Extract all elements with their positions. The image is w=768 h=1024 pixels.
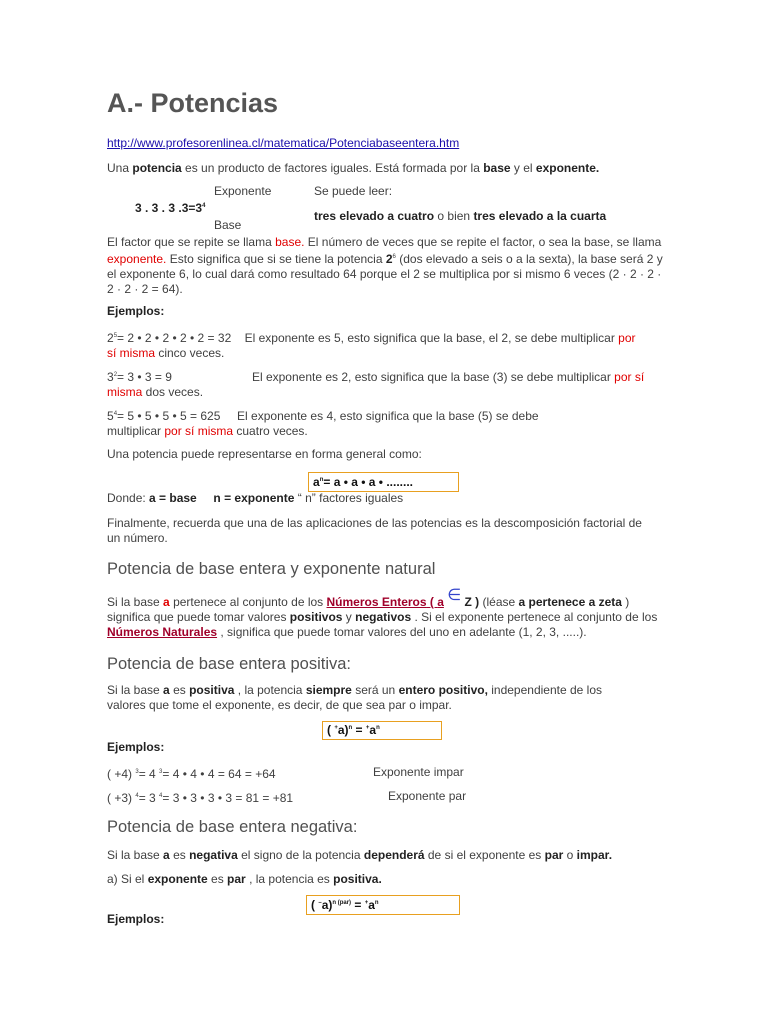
pos-example-1	[107, 765, 276, 782]
formula-part: a)	[337, 723, 349, 737]
positiva-bold: entero positivo,	[398, 683, 488, 697]
reading-bold: tres elevado a la cuarta	[473, 209, 607, 223]
pos-example-2	[107, 789, 293, 806]
natural-paren: (	[426, 595, 438, 609]
donde-line	[107, 491, 403, 506]
negativa-text: Si la base	[107, 848, 164, 862]
natural-a: a	[437, 595, 444, 609]
natural-text: , significa que puede tomar valores del uno en adelante (1, 2, 3, .....).	[217, 625, 587, 639]
formula-part: a	[368, 898, 375, 912]
positiva-text: independiente de los valores que tome el exponente, es decir, de que sea par o impar.	[107, 683, 602, 712]
element-of-icon: ∈	[447, 587, 462, 604]
formula-a: a	[313, 475, 320, 489]
ejemplos-text: Ejemplos:	[107, 304, 165, 318]
formula-sign: +	[334, 725, 338, 731]
natural-paragraph	[107, 587, 663, 640]
donde-text: Donde:	[107, 491, 150, 505]
donde-text: “ n” factores iguales	[294, 491, 404, 505]
negativa-text: el signo de la potencia	[237, 848, 364, 862]
example-text: cuatro veces.	[233, 424, 308, 438]
factor-sup: 6	[392, 254, 396, 260]
reading-text: o bien	[434, 209, 474, 223]
example-expr: = 2 • 2 • 2 • 2 • 2 = 32	[117, 331, 232, 345]
expression-exponent: 4	[202, 203, 206, 209]
exponente-label: Exponente	[214, 184, 272, 198]
formula-negativa-box	[306, 895, 460, 915]
ejemplos-label	[107, 304, 164, 319]
example-expr: = 3 • 3 = 9	[117, 370, 172, 384]
pos-expr: ( +3)	[107, 791, 136, 805]
pos-sup: 3	[159, 769, 163, 775]
formula-sup: n	[319, 477, 324, 483]
natural-text: (léase	[479, 595, 519, 609]
exponente-par-note: Exponente par	[388, 789, 467, 803]
intro-paragraph	[107, 161, 599, 176]
formula-sign: +	[364, 900, 369, 906]
positiva-text: es	[169, 683, 190, 697]
formula-positiva-box	[322, 721, 442, 740]
example-sup: 5	[113, 333, 118, 339]
formula-part: a	[369, 723, 377, 737]
example-red: por sí misma	[107, 370, 645, 399]
negativa-text: es	[169, 848, 190, 862]
formula-sup: n	[374, 900, 379, 906]
page-title: A.- Potencias	[107, 88, 279, 118]
example-text: El exponente es 5, esto significa que la base, el 2, se debe multiplicar	[244, 331, 619, 345]
donde-bold: n = exponente	[213, 491, 295, 505]
pos-sup: 3	[135, 769, 139, 775]
example-text: dos veces.	[142, 385, 204, 399]
finalmente-paragraph: Finalmente, recuerda que una de las aplicaciones de las potencias es la descomposición factorial de un número.	[107, 516, 642, 545]
natural-text: Si la base	[107, 595, 164, 609]
natural-bold: a pertenece a zeta	[518, 595, 622, 609]
reading-line	[314, 209, 606, 223]
formula-part: a)	[321, 898, 333, 912]
pos-sup: 4	[135, 793, 139, 799]
heading-natural: Potencia de base entera y exponente natural	[107, 560, 436, 578]
pos-expr: = 4 • 4 • 4 = 64 = +64	[162, 767, 276, 781]
factor-text: El número de veces que se repite el factor, o sea la base, se llama	[304, 235, 662, 249]
example-1	[107, 329, 647, 361]
natural-red: a	[163, 595, 170, 609]
positiva-bold: positiva	[189, 683, 235, 697]
formula-general	[313, 475, 413, 489]
positiva-text: será un	[351, 683, 399, 697]
intro-text: es un producto de factores iguales. Está formada por la	[181, 161, 484, 175]
formula-negativa	[311, 898, 379, 912]
example-text: El exponente es 4, esto significa que la base (5) se debe multiplicar	[107, 409, 539, 438]
pos-sup: 4	[159, 793, 163, 799]
example-base: 2	[107, 331, 114, 345]
intro-text: y el	[510, 161, 536, 175]
example-base: 5	[107, 409, 114, 423]
formula-sup: n	[376, 725, 380, 731]
formula-general-box	[308, 472, 459, 492]
natural-text: pertenece al conjunto de los	[169, 595, 327, 609]
formula-sup: n (par)	[332, 900, 352, 906]
example-sup: 2	[113, 372, 118, 378]
intro-bold: base	[483, 161, 511, 175]
ejemplos-label-3	[107, 912, 164, 927]
pos-expr: = 3 • 3 • 3 • 3 = 81 = +81	[162, 791, 294, 805]
intro-bold: exponente.	[535, 161, 600, 175]
par-bold: exponente	[147, 872, 208, 886]
intro-text: Una	[107, 161, 133, 175]
example-3	[107, 407, 587, 439]
par-bold: par	[227, 872, 246, 886]
positiva-bold: siempre	[305, 683, 352, 697]
numeros-enteros-link[interactable]: Números Enteros	[326, 595, 427, 609]
factor-text: Esto significa que si se tiene la potencia	[166, 252, 386, 266]
example-text: El exponente es 2, esto significa que la base (3) se debe multiplicar	[251, 370, 615, 384]
ejemplos-text: Ejemplos:	[107, 740, 165, 754]
base-label: Base	[214, 218, 242, 232]
reading-bold: tres elevado a cuatro	[314, 209, 435, 223]
example-base: 3	[107, 370, 114, 384]
natural-bold: negativos	[355, 610, 412, 624]
example-text: cinco veces.	[155, 346, 225, 360]
example-expr: = 5 • 5 • 5 • 5 = 625	[117, 409, 221, 423]
formula-part: =	[352, 723, 366, 737]
numeros-naturales-link[interactable]: Números Naturales	[107, 625, 218, 639]
example-2	[107, 368, 663, 400]
positiva-text: Si la base	[107, 683, 164, 697]
natural-text: y	[342, 610, 356, 624]
general-form-text: Una potencia puede representarse en forma general como:	[107, 447, 422, 461]
par-text: , la potencia es	[245, 872, 334, 886]
negativa-bold: impar.	[576, 848, 613, 862]
positiva-bold: a	[163, 683, 170, 697]
formula-rest: = a • a • a • ........	[323, 475, 414, 489]
formula-sup: n	[348, 725, 353, 731]
par-text: es	[207, 872, 228, 886]
expression-text: 3 . 3 . 3 .3=3	[135, 201, 203, 215]
ejemplos-text: Ejemplos:	[107, 912, 165, 926]
heading-positiva: Potencia de base entera positiva:	[107, 655, 351, 673]
natural-text: . Si el exponente pertenece al conjunto de los	[411, 610, 658, 624]
natural-z: Z )	[461, 595, 480, 609]
positiva-text: , la potencia	[234, 683, 306, 697]
natural-text: ) significa que puede tomar valores	[107, 595, 630, 624]
negativa-bold: dependerá	[363, 848, 425, 862]
factor-bold: 2	[385, 252, 393, 266]
positiva-paragraph	[107, 683, 627, 713]
negativa-bold: par	[544, 848, 564, 862]
negativa-paragraph	[107, 848, 612, 863]
factor-red: base.	[275, 235, 305, 249]
factor-text: (dos elevado a seis o a la sexta), la base será 2 y el exponente 6, lo cual dará como resultado 64 porque el 2 se multiplica por si mismo 6 veces (2 · 2 · 2 · 2 · 2 · 2 = 64).	[107, 252, 663, 296]
heading-negativa: Potencia de base entera negativa:	[107, 818, 358, 836]
ejemplos-label-2	[107, 740, 164, 755]
formula-sign: –	[318, 900, 322, 906]
factor-text: El factor que se repite se llama	[107, 235, 276, 249]
example-red: por sí misma	[164, 424, 234, 438]
intro-bold: potencia	[132, 161, 182, 175]
se-puede-leer: Se puede leer:	[314, 184, 393, 198]
par-text: a) Si el	[107, 872, 148, 886]
factor-paragraph	[107, 235, 667, 297]
formula-part: (	[327, 723, 335, 737]
example-sup: 4	[113, 411, 118, 417]
formula-part: (	[311, 898, 319, 912]
formula-positiva	[327, 723, 380, 737]
pos-expr: ( +4)	[107, 767, 136, 781]
negativa-text: de si el exponente es	[424, 848, 545, 862]
pos-expr: = 3	[138, 791, 160, 805]
pos-expr: = 4	[138, 767, 160, 781]
negativa-bold: negativa	[189, 848, 238, 862]
natural-bold: positivos	[289, 610, 343, 624]
formula-part: =	[351, 898, 365, 912]
negativa-text: o	[563, 848, 577, 862]
negativa-bold: a	[163, 848, 170, 862]
donde-bold: a = base	[149, 491, 197, 505]
par-line	[107, 872, 382, 887]
example-red: por sí misma	[107, 331, 636, 360]
source-link[interactable]: http://www.profesorenlinea.cl/matematica/Potenciabaseentera.htm	[107, 136, 460, 150]
par-bold: positiva.	[333, 872, 382, 886]
exponente-impar-note: Exponente impar	[373, 765, 464, 779]
power-expression	[135, 201, 205, 215]
formula-sign: +	[365, 725, 370, 731]
factor-red: exponente.	[107, 252, 167, 266]
